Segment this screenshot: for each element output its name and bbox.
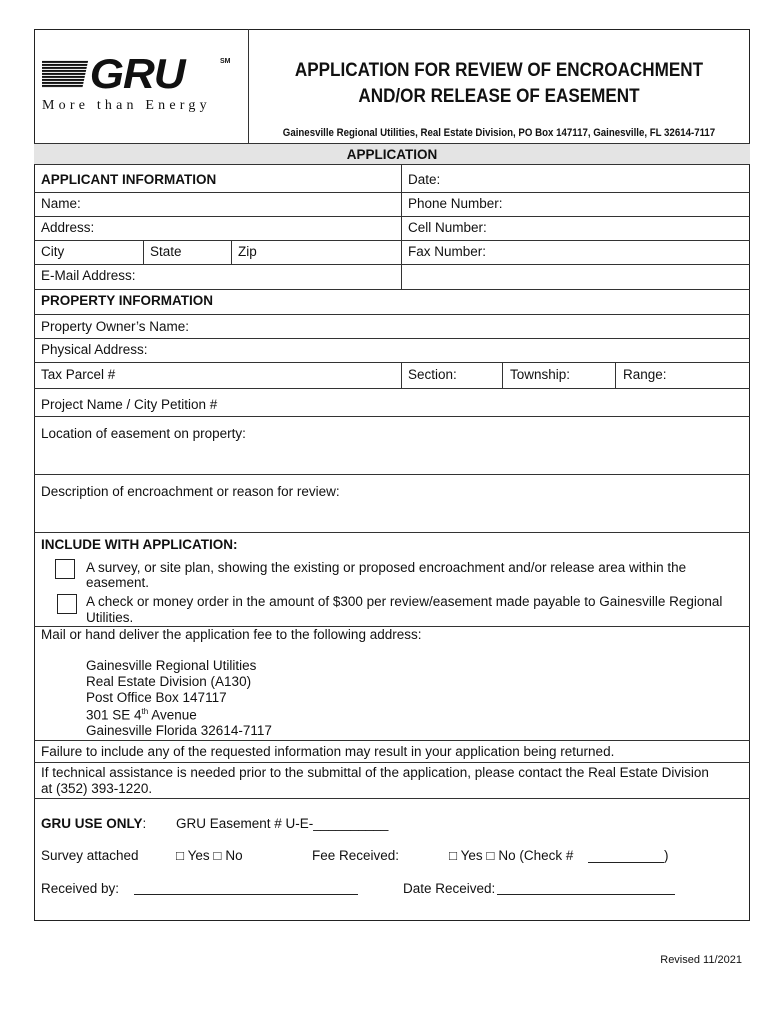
state-field[interactable]: State [150, 244, 182, 259]
mail-note: Mail or hand deliver the application fee to the following address: [41, 627, 422, 642]
mail-address-4 [86, 707, 197, 723]
email-field[interactable]: E-Mail Address: [41, 268, 136, 283]
office-heading [41, 816, 146, 831]
phone-field[interactable]: Phone Number: [408, 196, 503, 211]
logo-tagline: More than Energy [42, 98, 211, 113]
mail-address-1: Gainesville Regional Utilities [86, 658, 257, 673]
tax-parcel-field[interactable]: Tax Parcel # [41, 367, 116, 382]
failure-note: Failure to include any of the requested information may result in your application being returned. [41, 744, 615, 759]
section-title: APPLICATION [346, 147, 438, 162]
mail-address-5: Gainesville Florida 32614-7117 [86, 723, 272, 738]
include-heading: INCLUDE WITH APPLICATION: [41, 537, 238, 552]
mail-address-4-post: Avenue [148, 707, 197, 723]
row-line [34, 798, 750, 799]
fee-options[interactable]: □ Yes □ No (Check # [449, 848, 574, 863]
office-heading-colon: : [142, 816, 147, 831]
logo-sm: SM [220, 58, 231, 65]
row-line [34, 532, 750, 533]
fee-received-label: Fee Received: [312, 848, 400, 863]
zip-field[interactable]: Zip [238, 244, 257, 259]
row-line [34, 388, 750, 389]
mail-address-3: Post Office Box 147117 [86, 690, 227, 705]
row-line [34, 264, 750, 265]
row-line [34, 740, 750, 741]
section-field[interactable]: Section: [408, 367, 457, 382]
item2-line2: Utilities. [86, 610, 134, 625]
office-heading-text: GRU USE ONLY [41, 816, 143, 831]
row-line [34, 762, 750, 763]
col-divider [615, 362, 616, 388]
mail-address-4-pre: 301 SE 4 [86, 707, 142, 723]
description-field[interactable]: Description of encroachment or reason for review: [41, 484, 340, 499]
address-field[interactable]: Address: [41, 220, 95, 235]
easement-number-field[interactable]: GRU Easement # U-E-__________ [176, 816, 389, 831]
col-divider [401, 362, 402, 388]
row-line [34, 474, 750, 475]
row-line [34, 192, 750, 193]
survey-options[interactable]: □ Yes □ No [176, 848, 243, 863]
property-heading: PROPERTY INFORMATION [41, 293, 214, 308]
township-field[interactable]: Township: [510, 367, 571, 382]
city-field[interactable]: City [41, 244, 65, 259]
applicant-heading: APPLICANT INFORMATION [41, 172, 217, 187]
header-address: Gainesville Regional Utilities, Real Estate Division, PO Box 147117, Gainesville, FL 32614-7117 [282, 127, 716, 139]
survey-checkbox[interactable] [55, 559, 75, 579]
date-received-line[interactable] [497, 894, 675, 895]
mail-address-4-sup: th [141, 707, 149, 716]
fax-field[interactable]: Fax Number: [408, 244, 487, 259]
row-line [34, 289, 750, 290]
logo-text: GRU [89, 50, 185, 97]
row-line [34, 314, 750, 315]
check-checkbox[interactable] [57, 594, 77, 614]
owner-field[interactable]: Property Owner’s Name: [41, 319, 190, 334]
row-line [34, 362, 750, 363]
range-field[interactable]: Range: [623, 367, 667, 382]
assist-line-2: at (352) 393-1220. [41, 781, 153, 796]
location-field[interactable]: Location of easement on property: [41, 426, 246, 441]
row-line [34, 216, 750, 217]
physical-address-field[interactable]: Physical Address: [41, 342, 148, 357]
item1-line2: easement. [86, 575, 150, 590]
check-number-line[interactable] [588, 862, 664, 863]
row-line [34, 416, 750, 417]
survey-attached-label: Survey attached [41, 848, 139, 863]
item2-line1: A check or money order in the amount of $300 per review/easement made payable to Gainesville Regional [86, 594, 723, 609]
gru-logo [42, 52, 232, 122]
project-field[interactable]: Project Name / City Petition # [41, 397, 218, 412]
date-received-label: Date Received: [403, 881, 496, 896]
header-divider [248, 29, 249, 143]
col-divider [401, 165, 402, 289]
title-line-1: APPLICATION FOR REVIEW OF ENCROACHMENT [294, 60, 704, 81]
row-line [34, 240, 750, 241]
date-field[interactable]: Date: [408, 172, 441, 187]
fee-close: ) [664, 848, 669, 863]
cell-field[interactable]: Cell Number: [408, 220, 487, 235]
received-by-line[interactable] [134, 894, 358, 895]
name-field[interactable]: Name: [41, 196, 81, 211]
title-line-2: AND/OR RELEASE OF EASEMENT [358, 86, 640, 107]
col-divider [231, 240, 232, 264]
col-divider [502, 362, 503, 388]
row-line [34, 338, 750, 339]
revised-date: Revised 11/2021 [660, 954, 742, 966]
form-title [273, 58, 725, 110]
received-by-label: Received by: [41, 881, 120, 896]
col-divider [143, 240, 144, 264]
mail-address-2: Real Estate Division (A130) [86, 674, 252, 689]
assist-line-1: If technical assistance is needed prior to the submittal of the application, please contact the Real Estate Division [41, 765, 709, 780]
item1-line1: A survey, or site plan, showing the existing or proposed encroachment and/or release area within the [86, 560, 687, 575]
